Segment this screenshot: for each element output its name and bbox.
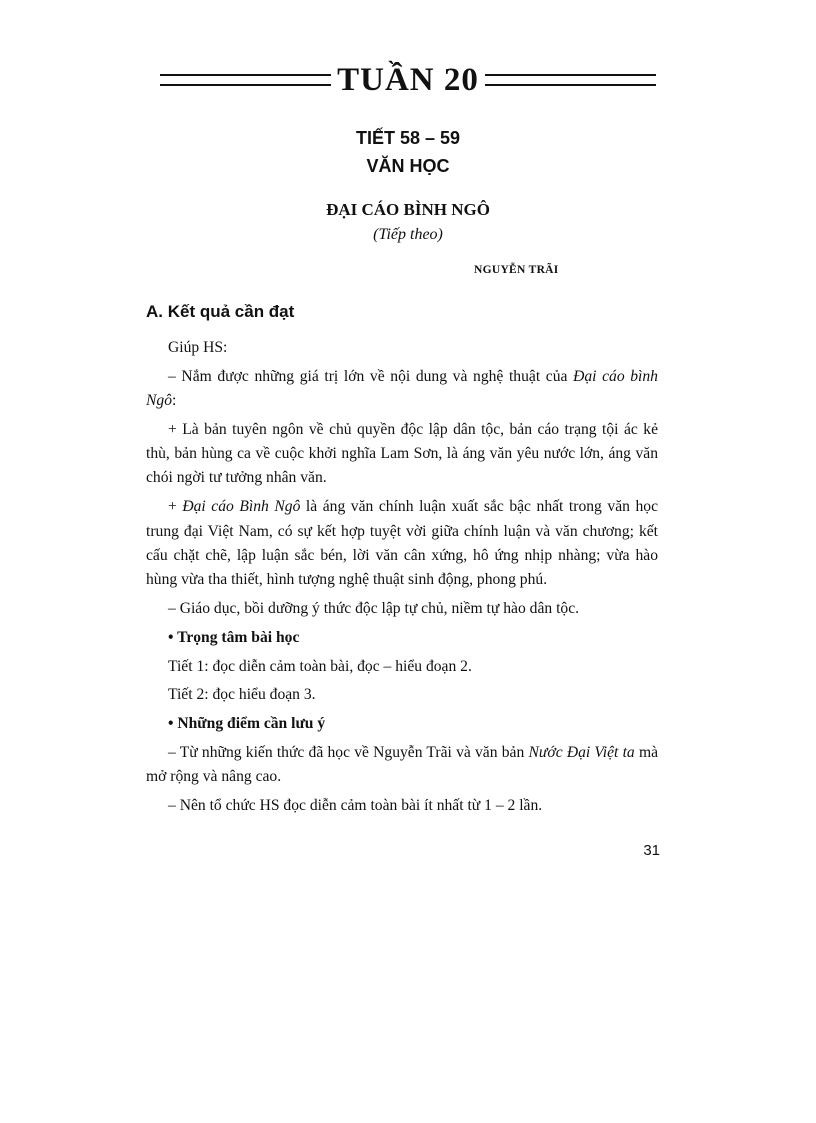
section-heading: A. Kết quả cần đạt [146, 302, 295, 321]
paragraph-art-value [146, 495, 658, 592]
intro-paragraph: Giúp HS: [168, 339, 228, 356]
note-item-2: – Nên tổ chức HS đọc diễn cảm toàn bài ít nhất từ 1 – 2 lần. [168, 797, 543, 815]
right-double-rule [485, 74, 656, 86]
goals-work-title: Đại cáo bình Ngô [146, 367, 658, 410]
note-1-lead: – Từ những kiến thức đã học về Nguyễn Trãi và văn bản [168, 743, 529, 761]
focus-item-1: Tiết 1: đọc diễn cảm toàn bài, đọc – hiểu đoạn 2. [168, 657, 472, 675]
note-1-tail: mà mở rộng và nâng cao. [146, 743, 658, 786]
art-tail: là áng văn chính luận xuất sắc bậc nhất trong văn học trung đại Việt Nam, có sự kết hợp tuyệt vời giữa chính luận và văn chương; kết cấu chặt chẽ, lập luận sắc bén, lời văn cân xứng, hô ứng nhịp nhàng; vừa hào hùng vừa tha thiết, hình tượng nghệ thuật sinh động, phong phú. [146, 498, 658, 589]
focus-item-2: Tiết 2: đọc hiểu đoạn 3. [168, 686, 316, 704]
notes-heading: • Những điểm cần lưu ý [168, 715, 326, 733]
author-name: NGUYỄN TRÃI [474, 264, 559, 276]
week-header [160, 62, 656, 98]
work-note: (Tiếp theo) [373, 226, 443, 243]
goals-lead: – Nắm được những giá trị lớn về nội dung và nghệ thuật của [168, 367, 574, 385]
page-number: 31 [643, 842, 660, 859]
goals-tail: : [172, 392, 177, 410]
lesson-subject: VĂN HỌC [366, 156, 450, 176]
art-work-title: Đại cáo Bình Ngô [182, 498, 301, 516]
note-item-1 [146, 741, 658, 790]
lesson-number: TIẾT 58 – 59 [355, 128, 461, 148]
paragraph-education: – Giáo dục, bồi dưỡng ý thức độc lập tự chủ, niềm tự hào dân tộc. [168, 599, 580, 617]
section-body [146, 336, 658, 823]
note-1-work-title: Nước Đại Việt ta [528, 743, 635, 761]
week-title: TUẦN 20 [337, 61, 479, 98]
paragraph-goals [146, 365, 658, 414]
left-double-rule [160, 74, 331, 86]
art-plus: + [168, 498, 183, 516]
paragraph-content-value: + Là bản tuyên ngôn về chủ quyền độc lập dân tộc, bản cáo trạng tội ác kẻ thù, bản hùng ca về cuộc khởi nghĩa Lam Sơn, là áng văn yêu nước lớn, áng văn chói ngời tư tưởng nhân văn. [146, 420, 658, 487]
focus-heading: • Trọng tâm bài học [168, 628, 300, 646]
work-title: ĐẠI CÁO BÌNH NGÔ [326, 200, 490, 219]
